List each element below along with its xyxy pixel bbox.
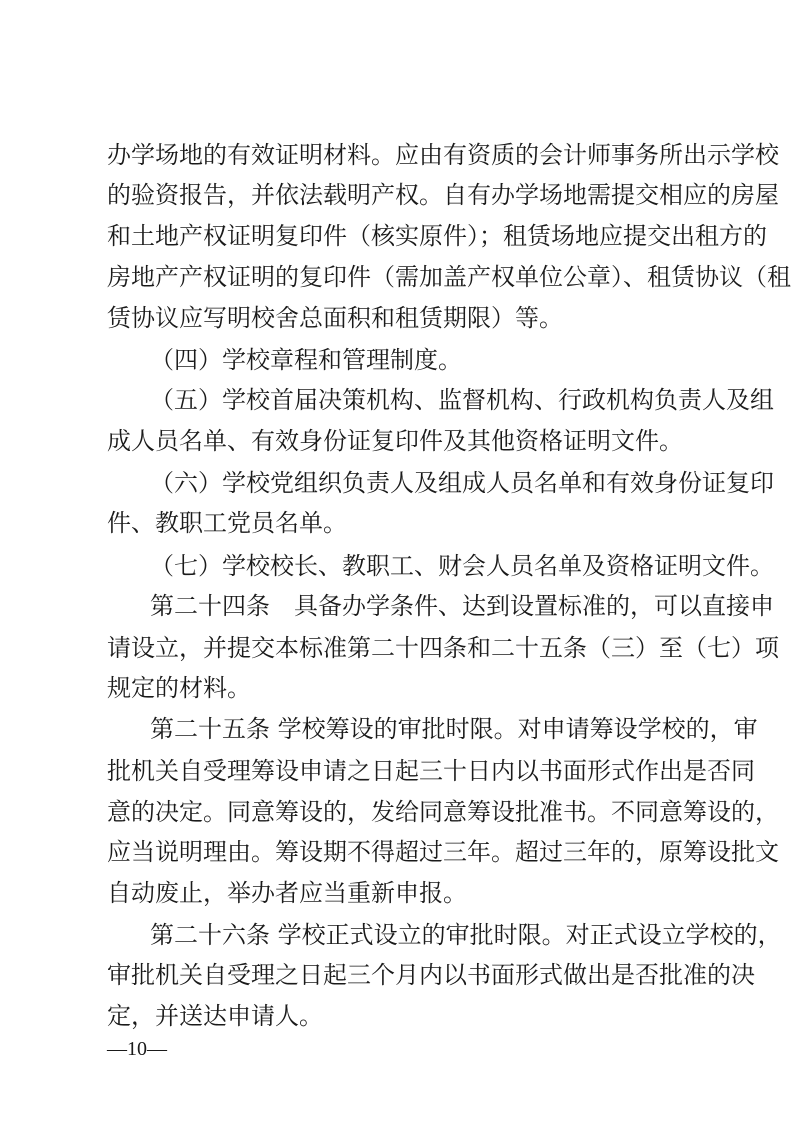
text-line: （七）学校校长、教职工、财会人员名单及资格证明文件。 bbox=[150, 552, 774, 580]
text-line: 赁协议应写明校舍总面积和租赁期限）等。 bbox=[107, 304, 563, 332]
text-line: （四）学校章程和管理制度。 bbox=[150, 346, 462, 374]
page-number: —10— bbox=[107, 1038, 167, 1060]
text-line: 第二十五条 学校筹设的审批时限。对申请筹设学校的，审 bbox=[150, 715, 758, 743]
text-line: 审批机关自受理之日起三个月内以书面形式做出是否批准的决 bbox=[107, 961, 755, 989]
text-line: 请设立，并提交本标准第二十四条和二十五条（三）至（七）项 bbox=[107, 634, 779, 662]
text-line: 定，并送达申请人。 bbox=[107, 1002, 323, 1030]
text-line: 房地产产权证明的复印件（需加盖产权单位公章）、租赁协议（租 bbox=[107, 263, 791, 291]
text-line: 规定的材料。 bbox=[107, 674, 251, 702]
text-line: 第二十六条 学校正式设立的审批时限。对正式设立学校的， bbox=[150, 921, 782, 949]
text-line: 的验资报告，并依法载明产权。自有办学场地需提交相应的房屋 bbox=[107, 181, 779, 209]
text-line: 成人员名单、有效身份证复印件及其他资格证明文件。 bbox=[107, 427, 683, 455]
text-line: 和土地产权证明复印件（核实原件）；租赁场地应提交出租方的 bbox=[107, 222, 767, 250]
text-line: 意的决定。同意筹设的，发给同意筹设批准书。不同意筹设的， bbox=[107, 798, 779, 826]
text-line: 批机关自受理筹设申请之日起三十日内以书面形式作出是否同 bbox=[107, 757, 755, 785]
text-line: 办学场地的有效证明材料。应由有资质的会计师事务所出示学校 bbox=[107, 141, 779, 169]
text-line: 件、教职工党员名单。 bbox=[107, 509, 347, 537]
text-line: 第二十四条 具备办学条件、达到设置标准的，可以直接申 bbox=[150, 592, 774, 620]
text-line: 应当说明理由。筹设期不得超过三年。超过三年的，原筹设批文 bbox=[107, 838, 779, 866]
text-line: （五）学校首届决策机构、监督机构、行政机构负责人及组 bbox=[150, 386, 774, 414]
text-line: 自动废止，举办者应当重新申报。 bbox=[107, 879, 467, 907]
text-line: （六）学校党组织负责人及组成人员名单和有效身份证复印 bbox=[150, 469, 774, 497]
